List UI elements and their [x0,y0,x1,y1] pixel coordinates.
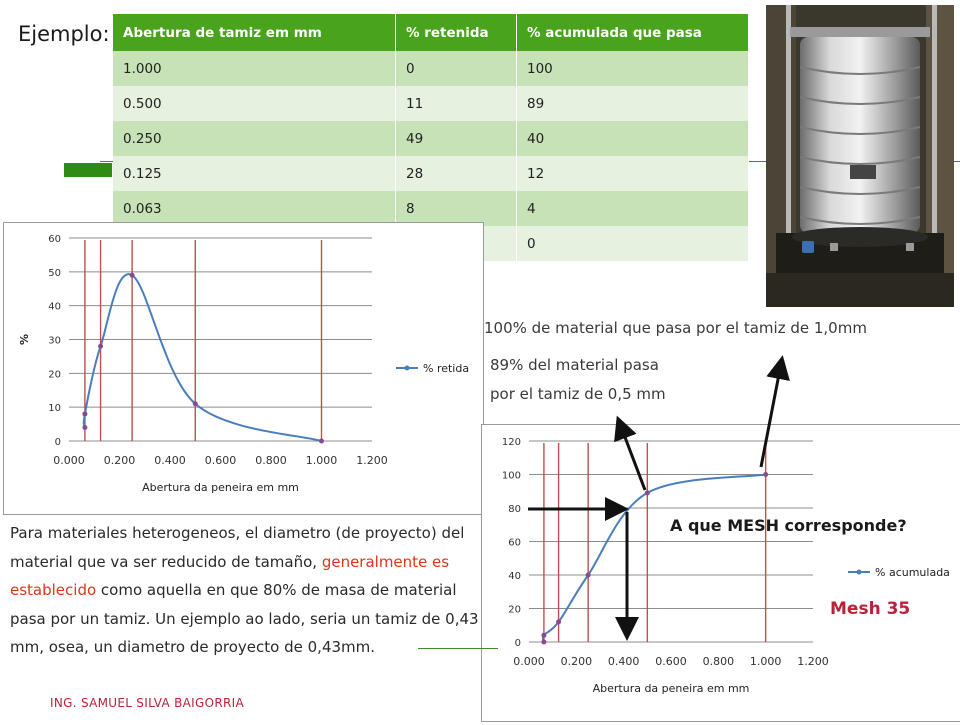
x-tick-label: 1.000 [749,655,782,668]
y-tick-label: 0 [54,437,61,448]
slide-heading: Ejemplo: [18,22,110,46]
data-point [645,490,650,495]
x-tick-label: 0.400 [154,454,186,467]
y-tick-label: 20 [48,369,61,381]
data-point [193,401,198,406]
note-100-percent: 100% de material que pasa por el tamiz de 1,0mm [484,319,867,337]
x-axis-label: Abertura da peneira em mm [592,682,750,695]
note-89-percent-line2: por el tamiz de 0,5 mm [490,385,666,403]
table-cell: 28 [396,156,517,191]
y-tick-label: 20 [508,604,521,616]
data-point [586,573,591,578]
sieve-shaker-photo [766,5,954,307]
table-cell: 11 [396,86,517,121]
x-tick-label: 0.800 [255,454,287,467]
table-row [113,121,749,156]
y-tick-label: 30 [48,335,61,347]
mesh-answer: Mesh 35 [830,599,911,619]
data-point [541,640,546,645]
legend-marker [857,570,862,575]
paragraph-highlight: generalmente es establecido [10,552,450,599]
x-tick-label: 0.200 [103,454,136,467]
y-axis-label: % [18,333,31,346]
table-cell: 0.063 [113,191,396,226]
table-cell: 0.125 [113,156,396,191]
table-row [113,51,749,86]
table-cell: 49 [396,121,517,156]
legend-label: % retida [423,362,470,375]
x-tick-label: 0.000 [53,454,85,467]
data-point [82,425,87,430]
y-tick-label: 50 [48,267,61,279]
x-tick-label: 1.000 [305,454,338,467]
y-tick-label: 60 [508,537,521,549]
note-89-percent-line1: 89% del material pasa [490,356,659,374]
series-line [84,274,322,441]
sieve-stack-illustration [766,5,954,307]
x-tick-label: 0.800 [702,655,735,668]
paragraph-text-end: como aquella en que 80% de masa de material pasa por un tamiz. Un ejemplo ao lado, seria un tamiz de 0,43 mm, osea, un diametro de proyecto de 0,43mm. [10,581,479,656]
x-tick-label: 0.200 [560,655,593,668]
col-header: % retenida [396,14,517,51]
table-cell: 89 [517,86,749,121]
table-cell: 1.000 [113,51,396,86]
y-tick-label: 100 [501,470,521,482]
table-cell: 0 [517,226,749,261]
x-tick-label: 0.000 [513,655,545,668]
data-point [82,411,87,416]
retained-chart-svg [4,223,483,514]
y-tick-label: 120 [501,437,521,448]
table-cell: 4 [517,191,749,226]
table-cell: 0.500 [113,86,396,121]
y-tick-label: 40 [508,571,521,582]
data-point [319,439,324,444]
data-point [763,472,768,477]
table-cell: 8 [396,191,517,226]
table-cell: 12 [517,156,749,191]
author-credit: ING. SAMUEL SILVA BAIGORRIA [50,696,244,710]
y-tick-label: 0 [514,638,521,649]
x-tick-label: 0.600 [655,655,687,668]
table-cell: 40 [517,121,749,156]
accent-bar [64,163,112,177]
y-tick-label: 10 [48,403,61,415]
series-line [543,475,766,643]
retained-chart [3,222,484,515]
x-tick-label: 0.600 [204,454,237,467]
cumulative-chart-svg [482,425,960,721]
x-axis-label: Abertura da peneira em mm [142,481,299,494]
divider-line-bottom [418,648,498,649]
table-cell: 0 [396,51,517,86]
y-tick-label: 80 [508,504,521,515]
table-row [113,191,749,226]
x-tick-label: 0.400 [607,655,640,668]
y-tick-label: 60 [48,234,61,245]
table-cell: 0.250 [113,121,396,156]
col-header: Abertura de tamiz em mm [113,14,396,51]
explanation-paragraph [10,519,480,662]
legend-label: % acumulada [875,566,950,579]
table-header-row [113,14,749,51]
x-tick-label: 1.200 [797,655,829,668]
table-row [113,156,749,191]
x-tick-label: 1.200 [356,454,388,467]
data-point [98,344,103,349]
table-row [113,86,749,121]
legend-marker [405,366,410,371]
col-header: % acumulada que pasa [517,14,749,51]
cumulative-chart [481,424,960,722]
y-tick-label: 40 [48,301,61,313]
data-point [556,619,561,624]
paragraph-text: Para materiales heterogeneos, el diametro (de proyecto) del material que va ser reducido de tamaño, [10,524,465,571]
data-point [541,633,546,638]
table-cell: 100 [517,51,749,86]
mesh-question: A que MESH corresponde? [670,516,907,535]
data-point [130,273,135,278]
